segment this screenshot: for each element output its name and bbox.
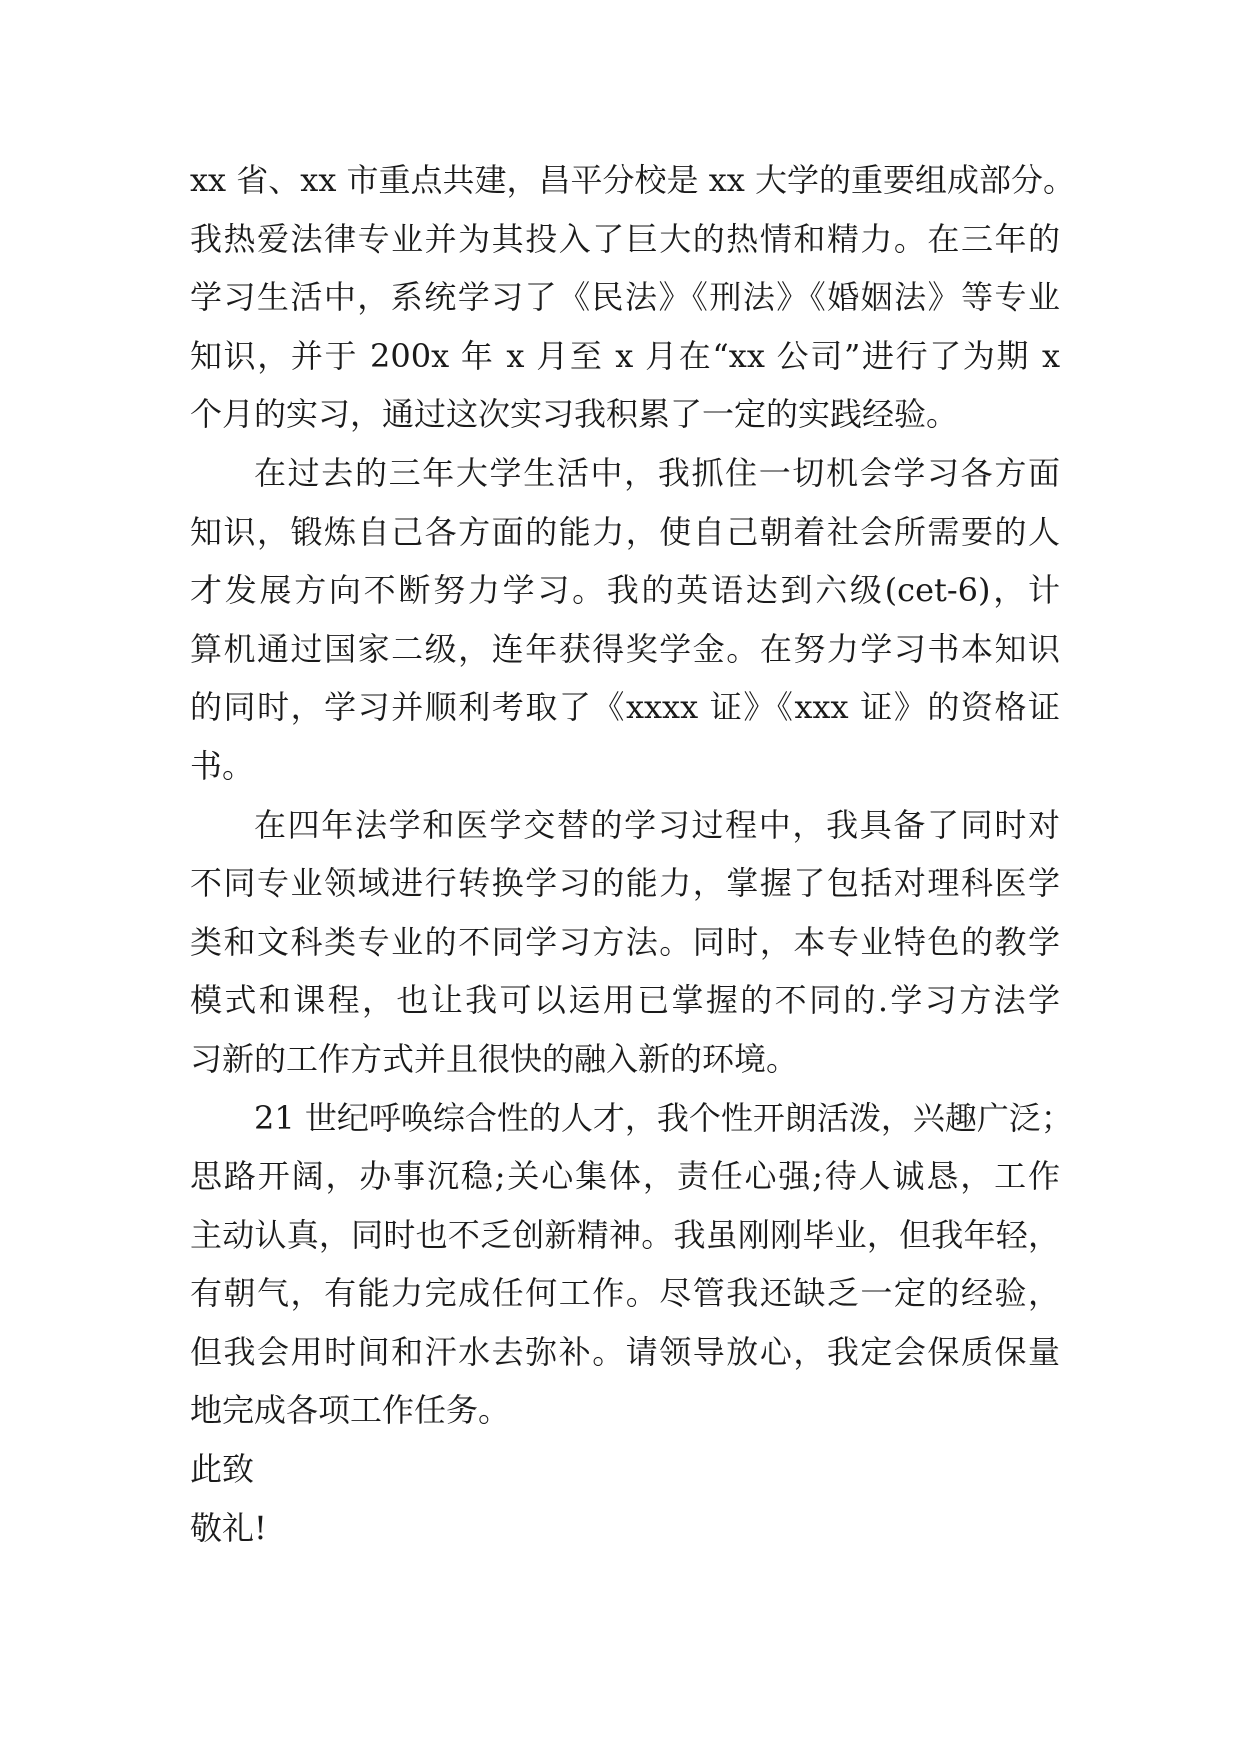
closing-regards: 敬礼! (190, 1508, 267, 1547)
closing-salutation: 此致 (190, 1450, 255, 1489)
text-line: 在过去的三年大学生活中，我抓住一切机会学习各方面 (254, 453, 1060, 492)
text-line: 知识，锻炼自己各方面的能力，使自己朝着社会所需要的人 (190, 512, 1060, 551)
text-line: 才发展方向不断努力学习。我的英语达到六级(cet-6)，计 (190, 571, 1060, 610)
text-line: 书。 (190, 746, 255, 785)
letter-body (190, 160, 1075, 1566)
text-line: 在四年法学和医学交替的学习过程中，我具备了同时对 (254, 805, 1060, 844)
paragraph (190, 805, 1060, 1098)
text-line: 知识，并于 200x 年 x 月至 x 月在“xx 公司”进行了为期 x (190, 336, 1060, 375)
text-line: 算机通过国家二级，连年获得奖学金。在努力学习书本知识 (190, 629, 1060, 668)
text-line: xx 省、xx 市重点共建，昌平分校是 xx 大学的重要组成部分。 (190, 161, 1075, 199)
text-line: 模式和课程，也让我可以运用已掌握的不同的.学习方法学 (190, 981, 1060, 1020)
text-line: 但我会用时间和汗水去弥补。请领导放心，我定会保质保量 (190, 1332, 1060, 1371)
text-line: 我热爱法律专业并为其投入了巨大的热情和精力。在三年的 (190, 219, 1060, 258)
text-line: 的同时，学习并顺利考取了《xxxx 证》《xxx 证》的资格证 (190, 688, 1060, 727)
text-line: 不同专业领域进行转换学习的能力，掌握了包括对理科医学 (190, 864, 1060, 903)
text-line: 习新的工作方式并且很快的融入新的环境。 (190, 1039, 799, 1078)
text-line: 有朝气，有能力完成任何工作。尽管我还缺乏一定的经验， (190, 1274, 1060, 1313)
paragraph (190, 453, 1060, 805)
paragraph (190, 160, 1075, 453)
text-line: 个月的实习，通过这次实习我积累了一定的实践经验。 (190, 395, 959, 434)
paragraph (190, 1098, 1073, 1450)
text-line: 地完成各项工作任务。 (190, 1391, 511, 1430)
text-line: 类和文科类专业的不同学习方法。同时，本专业特色的教学 (190, 922, 1060, 961)
text-line: 21 世纪呼唤综合性的人才，我个性开朗活泼，兴趣广泛； (254, 1098, 1073, 1137)
text-line: 学习生活中，系统学习了《民法》《刑法》《婚姻法》等专业 (190, 278, 1060, 317)
text-line: 思路开阔，办事沉稳;关心集体，责任心强;待人诚恳，工作 (190, 1157, 1060, 1196)
text-line: 主动认真，同时也不乏创新精神。我虽刚刚毕业，但我年轻， (190, 1215, 1060, 1254)
